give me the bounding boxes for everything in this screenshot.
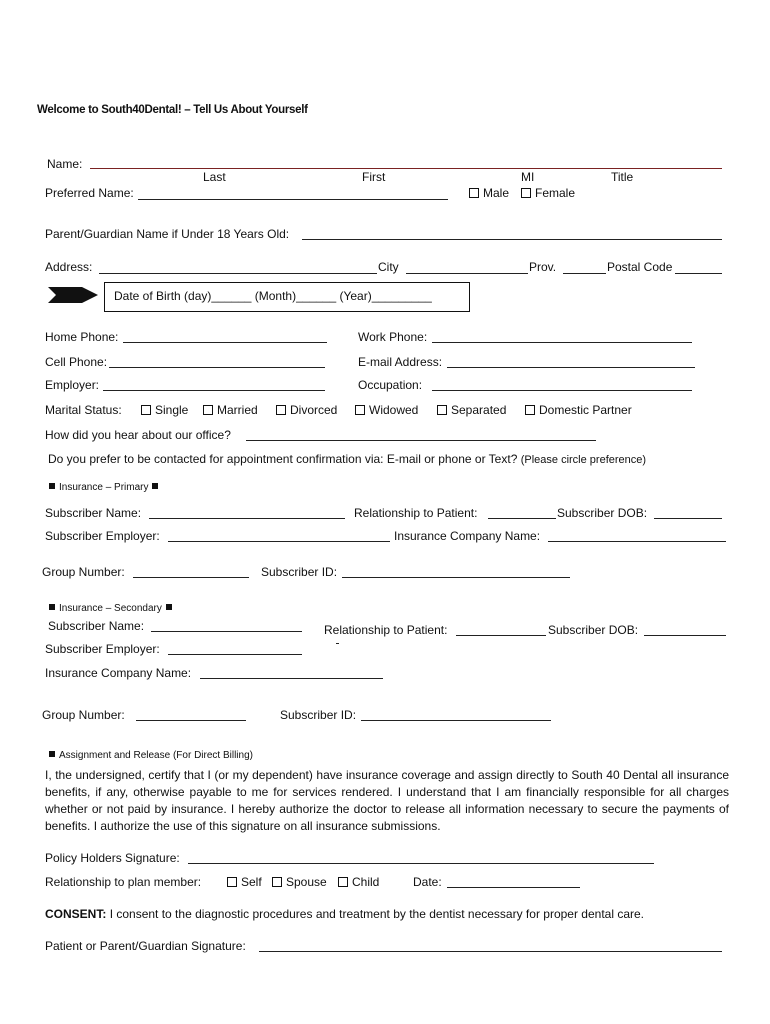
email-line[interactable]: [447, 367, 695, 368]
self-label: Self: [241, 875, 262, 889]
secondary-id-label: Subscriber ID:: [280, 708, 357, 722]
primary-dob-label: Subscriber DOB:: [557, 506, 648, 520]
date-label: Date:: [413, 875, 442, 889]
hear-label: How did you hear about our office?: [45, 428, 231, 442]
email-label: E-mail Address:: [358, 355, 443, 369]
checkbox-icon: [338, 877, 348, 887]
arrow-icon: [48, 285, 100, 305]
guardian-label: Parent/Guardian Name if Under 18 Years Old:: [45, 227, 290, 241]
secondary-heading: [45, 602, 176, 616]
city-line[interactable]: [406, 273, 528, 274]
employer-label: Employer:: [45, 378, 100, 392]
first-sublabel: First: [362, 170, 386, 184]
contact-note: (Please circle preference): [520, 454, 647, 466]
work-phone-label: Work Phone:: [358, 330, 428, 344]
secondary-subscriber-line[interactable]: [151, 631, 302, 632]
assignment-paragraph: I, the undersigned, certify that I (or my dependent) have insurance coverage and assign directly to South 40 Dental all insurance benefits, if any, otherwise payable to me for services rendered. I understand that I am financially responsible for all charges whether or not paid by insurance. I hereby authorize the doctor to release all information necessary to secure the payments of benefits. I authorize the use of this signature on all insurance submissions.: [45, 768, 729, 833]
self-checkbox[interactable]: [227, 875, 262, 889]
consent-bold: CONSENT:: [45, 907, 107, 921]
small-dash: [336, 643, 339, 644]
home-phone-line[interactable]: [123, 342, 327, 343]
consent-statement: [45, 907, 644, 921]
name-label: Name:: [47, 157, 83, 171]
secondary-relationship-label: Relationship to Patient:: [324, 623, 448, 637]
marital-label: Marital Status:: [45, 403, 122, 417]
male-checkbox[interactable]: [469, 186, 509, 200]
cell-phone-label: Cell Phone:: [45, 355, 108, 369]
bullet-icon: [166, 604, 172, 610]
primary-group-line[interactable]: [133, 577, 249, 578]
primary-heading: [45, 481, 162, 495]
checkbox-icon: [521, 188, 531, 198]
spouse-checkbox[interactable]: [272, 875, 327, 889]
female-label: Female: [535, 186, 576, 200]
marital-option-label: Married: [217, 403, 258, 417]
marital-divorced-checkbox[interactable]: [276, 403, 337, 417]
marital-married-checkbox[interactable]: [203, 403, 258, 417]
employer-line[interactable]: [103, 390, 325, 391]
primary-relationship-line[interactable]: [488, 518, 556, 519]
secondary-group-line[interactable]: [136, 720, 246, 721]
occupation-label: Occupation:: [358, 378, 423, 392]
secondary-subscriber-label: Subscriber Name:: [48, 619, 145, 633]
secondary-relationship-line[interactable]: [456, 635, 546, 636]
city-label: City: [378, 260, 399, 274]
marital-separated-checkbox[interactable]: [437, 403, 506, 417]
hear-line[interactable]: [246, 440, 596, 441]
mi-sublabel: MI: [521, 170, 535, 184]
address-line[interactable]: [99, 273, 377, 274]
female-checkbox[interactable]: [521, 186, 575, 200]
patient-signature-line[interactable]: [259, 951, 722, 952]
preferred-name-label: Preferred Name:: [45, 186, 134, 200]
checkbox-icon: [203, 405, 213, 415]
primary-company-label: Insurance Company Name:: [394, 529, 541, 543]
checkbox-icon: [525, 405, 535, 415]
dob-field[interactable]: Date of Birth (day)______ (Month)______ (Year)_________: [114, 289, 432, 303]
date-line[interactable]: [447, 887, 580, 888]
male-label: Male: [483, 186, 510, 200]
marital-option-label: Domestic Partner: [539, 403, 632, 417]
secondary-dob-line[interactable]: [644, 635, 726, 636]
primary-group-label: Group Number:: [42, 565, 125, 579]
checkbox-icon: [272, 877, 282, 887]
cell-phone-line[interactable]: [109, 367, 325, 368]
child-label: Child: [352, 875, 380, 889]
primary-employer-line[interactable]: [168, 541, 390, 542]
form-title: Welcome to South40Dental! – Tell Us About Yourself: [37, 104, 308, 116]
patient-signature-label: Patient or Parent/Guardian Signature:: [45, 939, 246, 953]
primary-company-line[interactable]: [548, 541, 726, 542]
secondary-employer-label: Subscriber Employer:: [45, 642, 160, 656]
name-field-line[interactable]: [90, 168, 722, 169]
marital-domestic-checkbox[interactable]: [525, 403, 632, 417]
title-sublabel: Title: [611, 170, 634, 184]
prov-label: Prov.: [529, 260, 557, 274]
checkbox-icon: [141, 405, 151, 415]
secondary-heading-text: Insurance – Secondary: [59, 603, 162, 614]
contact-label: Do you prefer to be contacted for appointment confirmation via: E-mail or phone or Text?: [48, 452, 518, 466]
secondary-company-label: Insurance Company Name:: [45, 666, 192, 680]
bullet-icon: [49, 604, 55, 610]
secondary-id-line[interactable]: [361, 720, 551, 721]
prov-line[interactable]: [563, 273, 606, 274]
policy-signature-label: Policy Holders Signature:: [45, 851, 180, 865]
primary-id-label: Subscriber ID:: [261, 565, 338, 579]
guardian-line[interactable]: [302, 239, 722, 240]
policy-signature-line[interactable]: [188, 863, 654, 864]
spouse-label: Spouse: [286, 875, 327, 889]
primary-dob-line[interactable]: [654, 518, 722, 519]
last-sublabel: Last: [203, 170, 226, 184]
marital-widowed-checkbox[interactable]: [355, 403, 418, 417]
child-checkbox[interactable]: [338, 875, 379, 889]
primary-id-line[interactable]: [342, 577, 570, 578]
assignment-heading: [45, 749, 253, 763]
address-label: Address:: [45, 260, 93, 274]
home-phone-label: Home Phone:: [45, 330, 119, 344]
bullet-icon: [49, 751, 55, 757]
contact-question: [48, 452, 646, 467]
checkbox-icon: [355, 405, 365, 415]
postal-label: Postal Code: [607, 260, 673, 274]
assignment-heading-text: Assignment and Release (For Direct Billing): [59, 750, 253, 761]
secondary-employer-line[interactable]: [168, 654, 302, 655]
consent-text: I consent to the diagnostic procedures and treatment by the dentist necessary for proper dental care.: [109, 907, 644, 921]
primary-subscriber-line[interactable]: [149, 518, 345, 519]
bullet-icon: [152, 483, 158, 489]
preferred-name-line[interactable]: [138, 199, 448, 200]
primary-employer-label: Subscriber Employer:: [45, 529, 160, 543]
checkbox-icon: [276, 405, 286, 415]
marital-option-label: Single: [155, 403, 189, 417]
occupation-line[interactable]: [432, 390, 692, 391]
checkbox-icon: [227, 877, 237, 887]
marital-option-label: Separated: [451, 403, 507, 417]
primary-heading-text: Insurance – Primary: [59, 482, 149, 493]
secondary-company-line[interactable]: [200, 678, 383, 679]
checkbox-icon: [437, 405, 447, 415]
postal-line[interactable]: [675, 273, 722, 274]
relation-label: Relationship to plan member:: [45, 875, 202, 889]
marital-single-checkbox[interactable]: [141, 403, 188, 417]
secondary-dob-label: Subscriber DOB:: [548, 623, 639, 637]
work-phone-line[interactable]: [432, 342, 692, 343]
checkbox-icon: [469, 188, 479, 198]
primary-subscriber-label: Subscriber Name:: [45, 506, 142, 520]
bullet-icon: [49, 483, 55, 489]
secondary-group-label: Group Number:: [42, 708, 125, 722]
marital-option-label: Widowed: [369, 403, 419, 417]
primary-relationship-label: Relationship to Patient:: [354, 506, 478, 520]
marital-option-label: Divorced: [290, 403, 338, 417]
